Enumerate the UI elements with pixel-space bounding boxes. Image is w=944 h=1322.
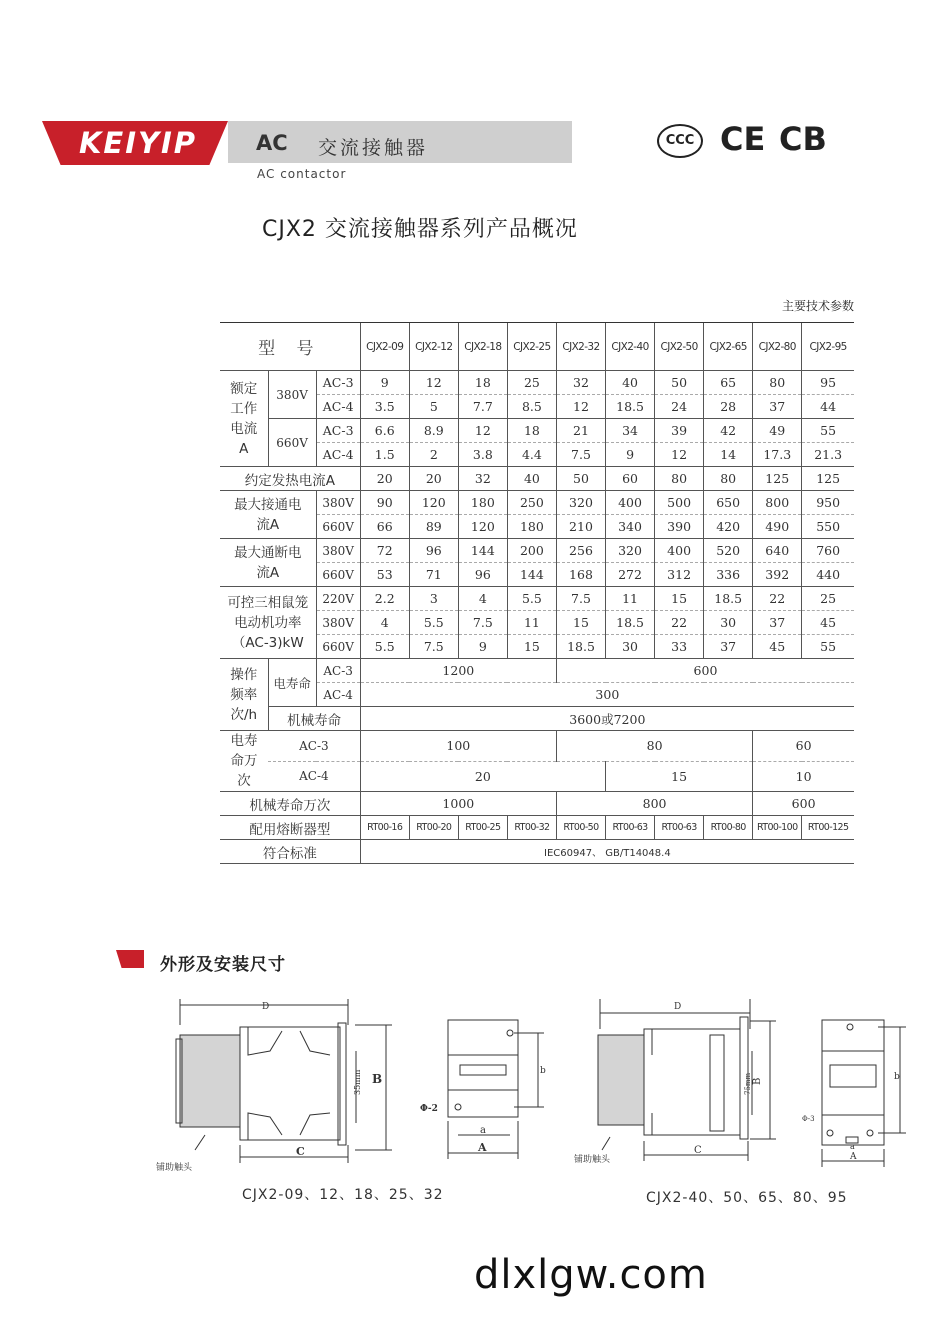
- table-cell: 21: [556, 419, 605, 443]
- table-cell: 250: [507, 491, 556, 515]
- table-cell: 39: [655, 419, 704, 443]
- table-cell: 3: [409, 587, 458, 611]
- table-cell: 45: [753, 635, 802, 659]
- elec-life-label: 电寿命万次: [220, 731, 268, 792]
- mech-life-label: 机械寿命万次: [220, 792, 360, 816]
- table-cell: 7.5: [409, 635, 458, 659]
- model-cell: CJX2-80: [753, 323, 802, 371]
- table-cell: 950: [802, 491, 854, 515]
- table-cell: 10: [753, 761, 854, 792]
- table-cell: 4: [360, 611, 409, 635]
- model-cell: CJX2-40: [606, 323, 655, 371]
- table-cell: 17.3: [753, 443, 802, 467]
- table-cell: 8.5: [507, 395, 556, 419]
- cb-cert-icon: CB: [779, 120, 827, 158]
- dim-label: a: [480, 1125, 486, 1136]
- table-cell: 80: [704, 467, 753, 491]
- elec-life-sublabel: 电寿命: [268, 659, 316, 707]
- table-cell: 3600或7200: [360, 707, 854, 731]
- table-cell: 340: [606, 515, 655, 539]
- table-cell: RT00-80: [704, 816, 753, 840]
- table-cell: 15: [507, 635, 556, 659]
- header-ac-label: AC: [256, 131, 288, 155]
- section-title: 外形及安装尺寸: [160, 955, 286, 975]
- table-cell: 650: [704, 491, 753, 515]
- dim-label: 35mm: [353, 1069, 362, 1095]
- table-cell: 37: [704, 635, 753, 659]
- table-cell: 18.5: [606, 395, 655, 419]
- table-cell: 120: [458, 515, 507, 539]
- table-row: [220, 731, 854, 762]
- large-contactor-front-drawing: [800, 1015, 910, 1175]
- table-cell: RT00-63: [655, 816, 704, 840]
- table-cell: 80: [655, 467, 704, 491]
- table-cell: 3.8: [458, 443, 507, 467]
- table-row: [220, 587, 854, 611]
- table-cell: 210: [556, 515, 605, 539]
- table-cell: 96: [458, 563, 507, 587]
- break-current-label: 最大通断电流A: [220, 539, 316, 587]
- table-cell: 37: [753, 395, 802, 419]
- table-cell: 60: [606, 467, 655, 491]
- table-cell: RT00-20: [409, 816, 458, 840]
- table-cell: RT00-25: [458, 816, 507, 840]
- table-row: [220, 371, 854, 395]
- table-cell: 420: [704, 515, 753, 539]
- dim-label: b: [540, 1066, 546, 1076]
- voltage-label: 380V: [268, 371, 316, 419]
- model-cell: CJX2-32: [556, 323, 605, 371]
- category-label: AC-4: [268, 761, 360, 792]
- ccc-cert-icon: CCC: [657, 124, 703, 158]
- page-title: CJX2 交流接触器系列产品概况: [262, 217, 578, 242]
- model-cell: CJX2-09: [360, 323, 409, 371]
- table-cell: 144: [507, 563, 556, 587]
- model-header-row: [220, 323, 854, 371]
- model-label: 型 号: [220, 323, 360, 371]
- table-cell: 37: [753, 611, 802, 635]
- table-cell: 800: [753, 491, 802, 515]
- table-cell: 550: [802, 515, 854, 539]
- table-cell: 25: [507, 371, 556, 395]
- table-cell: 400: [655, 539, 704, 563]
- spec-table: [220, 322, 854, 864]
- voltage-label: 380V: [316, 491, 360, 515]
- category-label: AC-4: [316, 683, 360, 707]
- dim-label: Φ-3: [802, 1115, 815, 1123]
- table-cell: 125: [753, 467, 802, 491]
- dim-label: D: [674, 1002, 682, 1012]
- category-label: AC-4: [316, 443, 360, 467]
- header-title: 交流接触器: [318, 137, 429, 159]
- table-row: [220, 467, 854, 491]
- table-cell: 5.5: [507, 587, 556, 611]
- category-label: AC-3: [268, 731, 360, 762]
- table-cell: 1200: [360, 659, 556, 683]
- voltage-label: 380V: [316, 611, 360, 635]
- table-cell: RT00-50: [556, 816, 605, 840]
- rated-current-label: 额定工作电流A: [220, 371, 268, 467]
- table-cell: 89: [409, 515, 458, 539]
- thermal-current-label: 约定发热电流A: [220, 467, 360, 491]
- table-cell: 100: [360, 731, 556, 762]
- table-cell: 125: [802, 467, 854, 491]
- table-cell: 144: [458, 539, 507, 563]
- voltage-label: 660V: [268, 419, 316, 467]
- table-cell: 4: [458, 587, 507, 611]
- voltage-label: 660V: [316, 635, 360, 659]
- table-cell: 7.7: [458, 395, 507, 419]
- table-cell: 18: [458, 371, 507, 395]
- table-cell: 80: [556, 731, 752, 762]
- table-cell: 22: [655, 611, 704, 635]
- table-cell: 11: [606, 587, 655, 611]
- table-cell: RT00-125: [802, 816, 854, 840]
- table-cell: 32: [458, 467, 507, 491]
- table-row: [220, 659, 854, 683]
- op-frequency-label: 操作频率次/h: [220, 659, 268, 731]
- table-cell: 60: [753, 731, 854, 762]
- model-cell: CJX2-12: [409, 323, 458, 371]
- table-cell: 9: [606, 443, 655, 467]
- table-cell: 7.5: [556, 587, 605, 611]
- small-contactor-front-drawing: [418, 1015, 558, 1165]
- model-cell: CJX2-18: [458, 323, 507, 371]
- table-cell: 7.5: [458, 611, 507, 635]
- table-row: [220, 840, 854, 864]
- table-cell: 490: [753, 515, 802, 539]
- table-cell: 760: [802, 539, 854, 563]
- voltage-label: 660V: [316, 515, 360, 539]
- table-cell: 50: [655, 371, 704, 395]
- table-cell: RT00-32: [507, 816, 556, 840]
- dim-label: A: [850, 1152, 857, 1162]
- table-cell: 390: [655, 515, 704, 539]
- table-cell: 34: [606, 419, 655, 443]
- table-cell: 12: [655, 443, 704, 467]
- table-cell: 120: [409, 491, 458, 515]
- small-series-caption: CJX2-09、12、18、25、32: [242, 1187, 444, 1203]
- table-row: [220, 792, 854, 816]
- dim-label: D: [262, 1002, 270, 1012]
- table-cell: 12: [458, 419, 507, 443]
- small-contactor-side-drawing: [156, 995, 400, 1175]
- table-cell: 500: [655, 491, 704, 515]
- table-cell: 180: [458, 491, 507, 515]
- table-cell: 520: [704, 539, 753, 563]
- table-cell: 18: [507, 419, 556, 443]
- dim-label: C: [296, 1145, 305, 1158]
- model-cell: CJX2-25: [507, 323, 556, 371]
- aux-contact-label: 铺助触头: [156, 1163, 193, 1173]
- table-cell: 440: [802, 563, 854, 587]
- table-cell: 90: [360, 491, 409, 515]
- table-cell: 9: [458, 635, 507, 659]
- table-cell: 14: [704, 443, 753, 467]
- table-cell: 18.5: [606, 611, 655, 635]
- section-marker: [116, 950, 144, 968]
- table-cell: RT00-100: [753, 816, 802, 840]
- table-cell: 6.6: [360, 419, 409, 443]
- ce-cert-icon: CE: [720, 120, 766, 158]
- standard-label: 符合标准: [220, 840, 360, 864]
- category-label: AC-3: [316, 659, 360, 683]
- table-cell: 24: [655, 395, 704, 419]
- motor-power-label: 可控三相鼠笼电动机功率（AC-3)kW: [220, 587, 316, 659]
- table-cell: 50: [556, 467, 605, 491]
- dim-label: B: [752, 1077, 763, 1085]
- model-cell: CJX2-95: [802, 323, 854, 371]
- table-cell: 44: [802, 395, 854, 419]
- table-cell: 5.5: [360, 635, 409, 659]
- table-cell: 392: [753, 563, 802, 587]
- website-watermark: dlxlgw.com: [474, 1252, 708, 1298]
- table-row: [220, 816, 854, 840]
- table-cell: 336: [704, 563, 753, 587]
- table-cell: 15: [556, 611, 605, 635]
- table-cell: RT00-63: [606, 816, 655, 840]
- table-cell: 12: [409, 371, 458, 395]
- table-cell: 28: [704, 395, 753, 419]
- fuse-label: 配用熔断器型: [220, 816, 360, 840]
- table-row: [220, 761, 854, 792]
- table-cell: 40: [606, 371, 655, 395]
- table-cell: 180: [507, 515, 556, 539]
- table-cell: 55: [802, 635, 854, 659]
- table-cell: 30: [606, 635, 655, 659]
- table-cell: 18.5: [704, 587, 753, 611]
- category-label: AC-4: [316, 395, 360, 419]
- table-cell: 3.5: [360, 395, 409, 419]
- table-cell: 168: [556, 563, 605, 587]
- table-cell: IEC60947、 GB/T14048.4: [360, 840, 854, 864]
- table-row: [220, 707, 854, 731]
- table-cell: 15: [655, 587, 704, 611]
- table-cell: 30: [704, 611, 753, 635]
- table-cell: 40: [507, 467, 556, 491]
- table-cell: 21.3: [802, 443, 854, 467]
- table-cell: 42: [704, 419, 753, 443]
- table-cell: 320: [606, 539, 655, 563]
- voltage-label: 380V: [316, 539, 360, 563]
- mech-life-sublabel: 机械寿命: [268, 707, 360, 731]
- table-cell: 9: [360, 371, 409, 395]
- dim-label: 75mm: [744, 1072, 752, 1095]
- table-cell: 400: [606, 491, 655, 515]
- table-cell: 22: [753, 587, 802, 611]
- table-cell: 95: [802, 371, 854, 395]
- table-cell: 640: [753, 539, 802, 563]
- brand-logo: KEIYIP: [78, 126, 198, 160]
- table-cell: 20: [409, 467, 458, 491]
- dim-label: C: [694, 1145, 702, 1156]
- table-row: [220, 419, 854, 443]
- table-cell: 45: [802, 611, 854, 635]
- table-cell: 66: [360, 515, 409, 539]
- make-current-label: 最大接通电流A: [220, 491, 316, 539]
- table-cell: 49: [753, 419, 802, 443]
- table-row: [220, 539, 854, 563]
- table-cell: 300: [360, 683, 854, 707]
- table-cell: 800: [556, 792, 752, 816]
- table-cell: RT00-16: [360, 816, 409, 840]
- table-cell: 15: [606, 761, 753, 792]
- table-cell: 18.5: [556, 635, 605, 659]
- table-cell: 32: [556, 371, 605, 395]
- dim-label: b: [894, 1072, 900, 1082]
- large-contactor-side-drawing: [574, 995, 790, 1175]
- dim-label: Φ-2: [420, 1104, 438, 1114]
- table-cell: 5.5: [409, 611, 458, 635]
- category-label: AC-3: [316, 371, 360, 395]
- dim-label: B: [372, 1072, 383, 1086]
- table-cell: 8.9: [409, 419, 458, 443]
- table-cell: 1000: [360, 792, 556, 816]
- header-subtitle: AC contactor: [257, 167, 347, 181]
- table-cell: 2: [409, 443, 458, 467]
- table-caption: 主要技术参数: [781, 299, 854, 313]
- table-cell: 65: [704, 371, 753, 395]
- table-cell: 312: [655, 563, 704, 587]
- table-cell: 33: [655, 635, 704, 659]
- table-cell: 7.5: [556, 443, 605, 467]
- table-cell: 5: [409, 395, 458, 419]
- table-cell: 53: [360, 563, 409, 587]
- dim-label: A: [478, 1141, 487, 1154]
- model-cell: CJX2-50: [655, 323, 704, 371]
- table-cell: 256: [556, 539, 605, 563]
- table-cell: 80: [753, 371, 802, 395]
- table-cell: 55: [802, 419, 854, 443]
- voltage-label: 220V: [316, 587, 360, 611]
- table-cell: 11: [507, 611, 556, 635]
- table-cell: 12: [556, 395, 605, 419]
- table-cell: 272: [606, 563, 655, 587]
- model-cell: CJX2-65: [704, 323, 753, 371]
- large-series-caption: CJX2-40、50、65、80、95: [646, 1190, 848, 1206]
- table-cell: 71: [409, 563, 458, 587]
- table-cell: 1.5: [360, 443, 409, 467]
- table-cell: 96: [409, 539, 458, 563]
- table-cell: 20: [360, 761, 605, 792]
- table-cell: 20: [360, 467, 409, 491]
- table-row: [220, 491, 854, 515]
- table-cell: 4.4: [507, 443, 556, 467]
- table-cell: 600: [556, 659, 854, 683]
- table-cell: 72: [360, 539, 409, 563]
- aux-contact-label: 铺助触头: [574, 1155, 611, 1165]
- table-cell: 320: [556, 491, 605, 515]
- category-label: AC-3: [316, 419, 360, 443]
- dim-label: a: [850, 1142, 855, 1151]
- table-cell: 200: [507, 539, 556, 563]
- table-cell: 600: [753, 792, 854, 816]
- table-cell: 2.2: [360, 587, 409, 611]
- voltage-label: 660V: [316, 563, 360, 587]
- table-cell: 25: [802, 587, 854, 611]
